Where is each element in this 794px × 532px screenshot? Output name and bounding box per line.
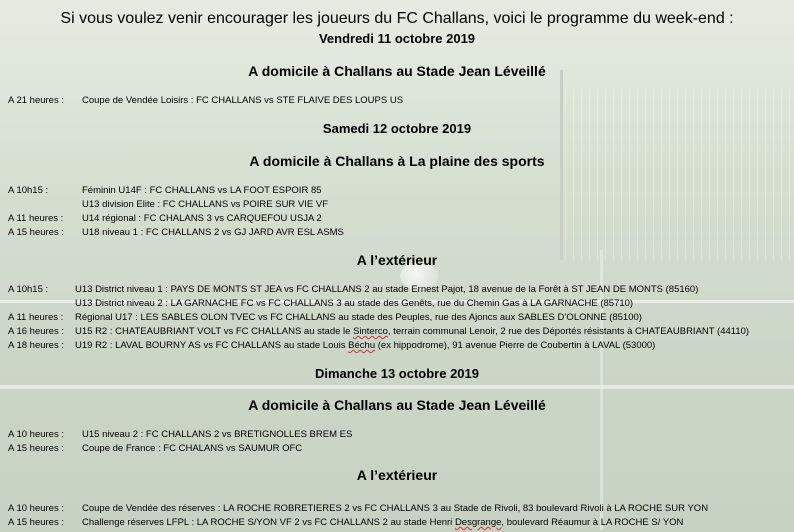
match-time: A 10 heures : bbox=[8, 429, 64, 440]
section-heading-home: A domicile à Challans au Stade Jean Léveillé bbox=[248, 397, 546, 413]
match-description: U13 division Elite : FC CHALLANS vs POIRE SUR VIE VF bbox=[82, 199, 329, 210]
match-time: A 15 heures : bbox=[8, 517, 64, 528]
section-heading-away: A l’extérieur bbox=[356, 252, 438, 268]
match-time: A 16 heures : bbox=[8, 326, 64, 337]
day-heading-friday: Vendredi 11 octobre 2019 bbox=[318, 31, 476, 46]
match-time: A 10h15 : bbox=[8, 284, 49, 295]
match-time: A 10 heures : bbox=[8, 503, 64, 514]
match-description: U15 niveau 2 : FC CHALLANS 2 vs BRETIGNOLLES BREM ES bbox=[82, 429, 353, 440]
match-description: U13 District niveau 1 : PAYS DE MONTS ST JEA vs FC CHALLANS 2 au stade Ernest Pajot, 18 avenue de la Forêt à ST JEAN DE MONTS (85160) bbox=[75, 284, 699, 295]
section-heading-home: A domicile à Challans à La plaine des sports bbox=[249, 153, 545, 169]
match-description: Coupe de Vendée Loisirs : FC CHALLANS vs STE FLAIVE DES LOUPS US bbox=[82, 95, 404, 106]
match-time: A 11 heures : bbox=[8, 213, 64, 224]
match-description-part: Challenge réserves LFPL : LA ROCHE S/YON VF 2 vs FC CHALLANS 2 au stade Henri bbox=[82, 517, 455, 528]
intro-text: Si vous voulez venir encourager les joueurs du FC Challans, voici le programme du week-end : bbox=[60, 10, 734, 27]
section-heading-away: A l’extérieur bbox=[356, 467, 438, 483]
match-description bbox=[75, 340, 655, 351]
match-time: A 21 heures : bbox=[8, 95, 64, 106]
match-description bbox=[82, 517, 683, 528]
match-time: A 15 heures : bbox=[8, 443, 64, 454]
day-heading-saturday: Samedi 12 octobre 2019 bbox=[322, 121, 472, 136]
match-description: U14 régional : FC CHALANS 3 vs CARQUEFOU USJA 2 bbox=[82, 213, 322, 224]
match-description: Coupe de France : FC CHALANS vs SAUMUR OFC bbox=[82, 443, 303, 454]
match-time: A 15 heures : bbox=[8, 227, 64, 238]
match-description: Coupe de Vendée des réserves : LA ROCHE ROBRETIERES 2 vs FC CHALLANS 3 au Stade de Rivoli, 83 boulevard Rivoli à LA ROCHE SUR YON bbox=[82, 503, 709, 514]
match-description-part: , terrain communal Lenoir, 2 rue des Déportés résistants à CHATEAUBRIANT (44110) bbox=[387, 326, 750, 337]
day-heading-sunday: Dimanche 13 octobre 2019 bbox=[314, 366, 480, 381]
match-description: Régional U17 : LES SABLES OLON TVEC vs FC CHALLANS au stade des Peuples, rue des Ajoncs aux SABLES D’OLONNE (85100) bbox=[75, 312, 642, 323]
spellcheck-word: Béchu bbox=[348, 340, 376, 351]
match-description-part: U15 R2 : CHATEAUBRIANT VOLT vs FC CHALLANS au stade le bbox=[75, 326, 354, 337]
section-heading-home: A domicile à Challans au Stade Jean Léveillé bbox=[248, 63, 546, 79]
spellcheck-word: Sinterco bbox=[353, 326, 388, 337]
match-description-part: , boulevard Réaumur à LA ROCHE S/ YON bbox=[501, 517, 684, 528]
match-description-part: (ex hippodrome), 91 avenue Pierre de Coubertin à LAVAL (53000) bbox=[375, 340, 656, 351]
match-description-part: U19 R2 : LAVAL BOURNY AS vs FC CHALLANS au stade Louis bbox=[75, 340, 349, 351]
match-time: A 11 heures : bbox=[8, 312, 64, 323]
match-description bbox=[75, 326, 749, 337]
match-description: Féminin U14F : FC CHALLANS vs LA FOOT ESPOIR 85 bbox=[82, 185, 322, 196]
match-description: U13 District niveau 2 : LA GARNACHE FC vs FC CHALLANS 3 au stade des Genêts, rue du Chemin Gas à LA GARNACHE (85710) bbox=[75, 298, 634, 309]
match-description: U18 niveau 1 : FC CHALLANS 2 vs GJ JARD AVR ESL ASMS bbox=[82, 227, 344, 238]
match-time: A 18 heures : bbox=[8, 340, 64, 351]
spellcheck-word: Desgrange bbox=[454, 517, 502, 528]
match-time: A 10h15 : bbox=[8, 185, 49, 196]
